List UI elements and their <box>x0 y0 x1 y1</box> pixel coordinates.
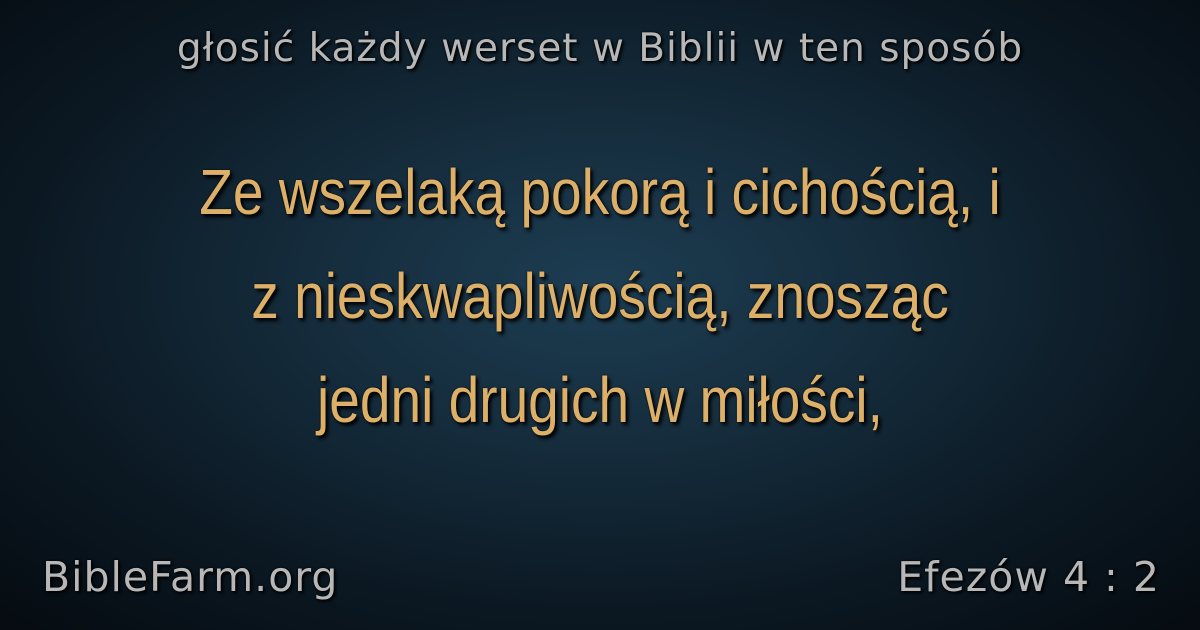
site-name: BibleFarm.org <box>42 553 339 601</box>
tagline: głosić każdy werset w Biblii w ten sposób <box>176 26 1024 71</box>
verse-line-1: Ze wszelaką pokorą i cichością, i <box>199 156 1001 228</box>
verse-line-3: jedni drugich w miłości, <box>317 364 883 436</box>
verse-text <box>136 140 1065 452</box>
verse-reference: Efezów 4 : 2 <box>897 553 1160 601</box>
verse-line-2: z nieskwapliwością, znosząc <box>251 260 949 332</box>
